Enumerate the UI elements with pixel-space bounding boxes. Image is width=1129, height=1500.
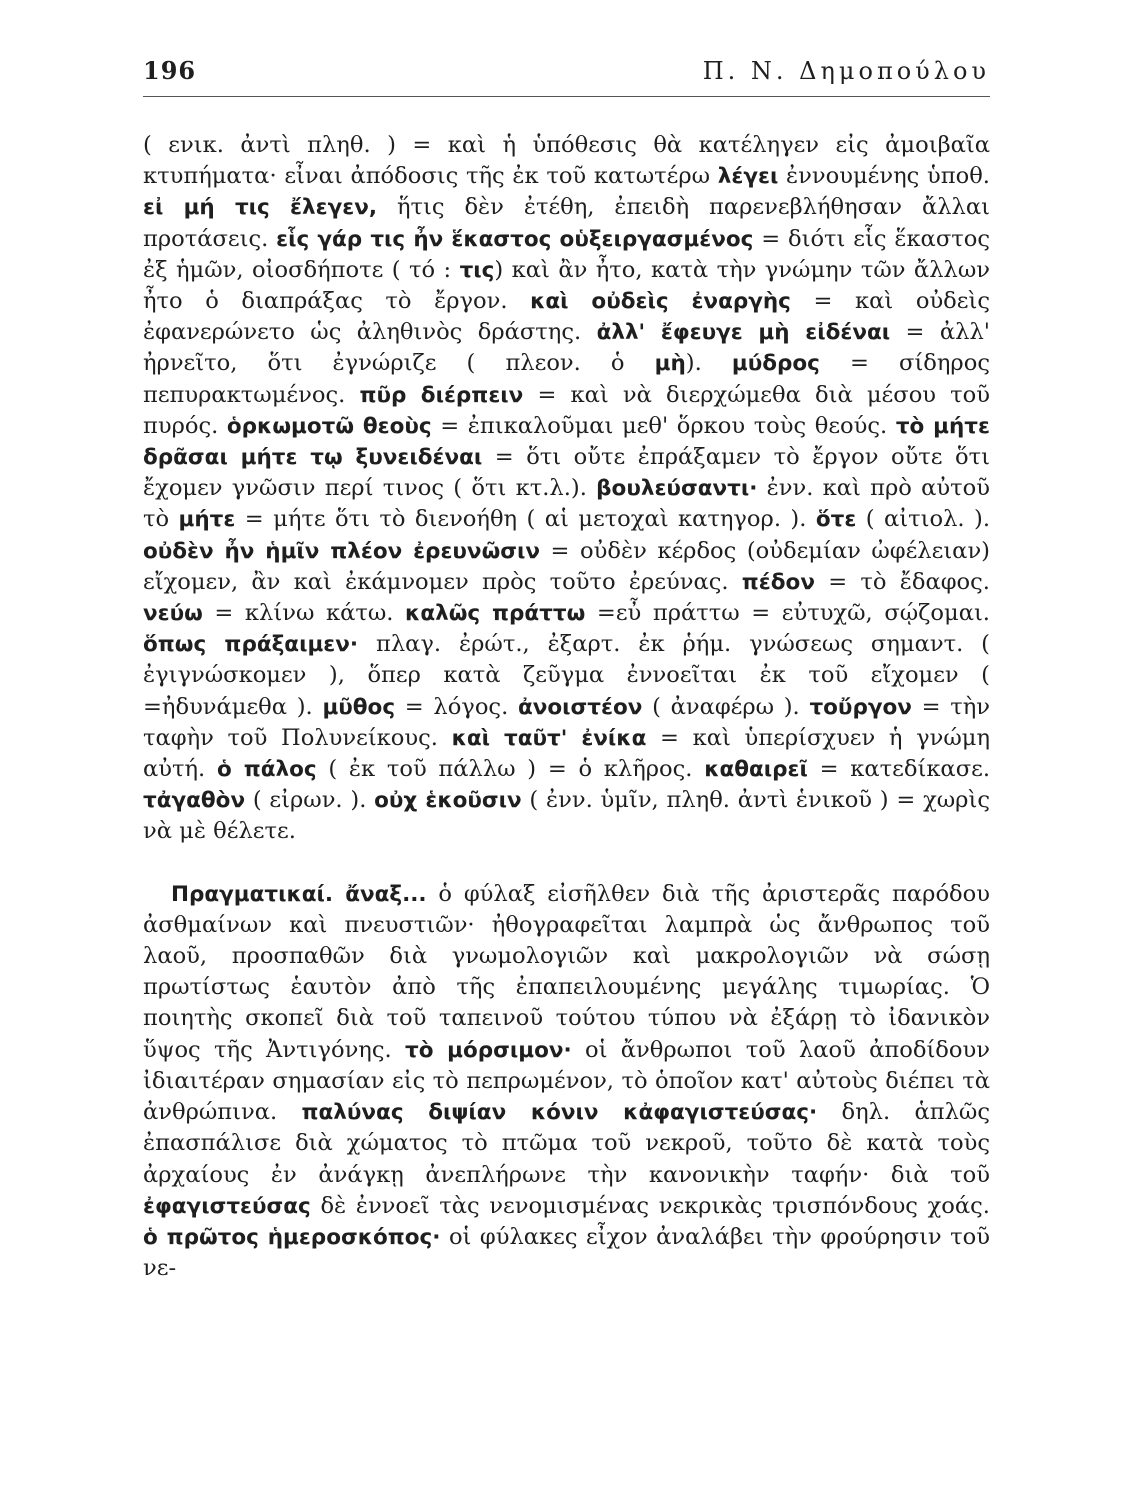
text-run: οἱ φύλακες εἶχον ἀναλάβει τὴν φρούρησιν τοῦ νε-	[143, 1223, 991, 1282]
bold-lemma: ὅτε	[815, 507, 857, 533]
bold-lemma: νεύω	[143, 601, 203, 627]
text-run: = διότι εἷς ἕκαστος ἐξ ἡμῶν, οἰοσδήποτε ( τό :	[143, 225, 990, 283]
bold-lemma: βουλεύσαντι·	[596, 476, 758, 502]
running-head: Π. Ν. Δημοπούλου	[702, 57, 990, 85]
bold-lemma: μήτε	[178, 507, 236, 533]
bold-lemma: παλύνας διψίαν κόνιν κἀφαγιστεύσας·	[301, 1100, 818, 1126]
bold-lemma: καὶ ταῦτ' ἐνίκα	[451, 725, 647, 751]
text-run: ( ἀναφέρω ).	[642, 693, 810, 720]
text-run: = καὶ νὰ διερχώμεθα διὰ μέσου τοῦ πυρός.	[143, 381, 991, 439]
bold-lemma: μὴ	[654, 351, 686, 377]
text-run: = κλίνω κάτω.	[202, 600, 406, 627]
text-run: ( ἐνν. ὑμῖν, πληθ. ἀντὶ ἑνικοῦ ) = χωρὶς νὰ μὲ θέλετε.	[143, 787, 990, 845]
bold-lemma: λέγει	[717, 164, 779, 190]
text-run: πλαγ. ἐρώτ., ἐξαρτ. ἐκ ῥήμ. γνώσεως σημαντ. ( ἐγιγνώσκομεν ), ὅπερ κατὰ ζεῦγμα ἐννοεῖται ἐκ τοῦ εἴχομεν ( =ἠδυνάμεθα ).	[143, 631, 990, 720]
bold-lemma: καὶ οὐδεὶς ἐναργὴς	[530, 289, 791, 315]
bold-lemma: καλῶς πράττω	[405, 601, 586, 627]
bold-lemma: ὁ πρῶτος ἡμεροσκόπος·	[143, 1224, 441, 1250]
bold-lemma: ἀλλ' ἔφευγε μὴ εἰδέναι	[596, 320, 891, 346]
text-run: =εὖ πράττω = εὐτυχῶ, σῴζομαι.	[585, 600, 990, 627]
header-rule	[143, 96, 990, 97]
bold-lemma: μῦθος	[322, 694, 396, 720]
text-run: = ὅτι οὔτε ἐπράξαμεν τὸ ἔργον οὔτε ὅτι ἔχομεν γνῶσιν περί τινος ( ὅτι κτ.λ.).	[143, 444, 990, 502]
text-run: ἐννουμένης ὑποθ.	[778, 163, 990, 190]
text-run: = σίδηρος πεπυρακτωμένος.	[143, 350, 990, 408]
bold-lemma: τις	[459, 257, 495, 283]
bold-lemma: τοὔργον	[809, 694, 912, 720]
bold-lemma: ἐφαγιστεύσας	[143, 1193, 311, 1219]
text-run: ).	[685, 350, 732, 377]
text-run: = μήτε ὅτι τὸ διενοήθη ( αἱ μετοχαὶ κατηγορ. ).	[235, 506, 816, 533]
text-run: = ἀλλ' ἠρνεῖτο, ὅτι ἐγνώριζε ( πλεον. ὁ	[143, 319, 990, 377]
bold-lemma: πῦρ διέρπειν	[359, 382, 524, 408]
bold-lemma: καθαιρεῖ	[704, 757, 808, 783]
text-run: ) καὶ ἂν ἦτο, κατὰ τὴν γνώμην τῶν ἄλλων ἦτο ὁ διαπράξας τὸ ἔργον.	[143, 256, 990, 315]
bold-lemma: μύδρος	[731, 351, 820, 377]
bold-lemma: τὸ μήτε δρᾶσαι μήτε τῳ ξυνειδέναι	[143, 413, 990, 471]
bold-lemma: οὐδὲν ἦν ἡμῖν πλέον ἐρευνῶσιν	[143, 538, 541, 564]
bold-lemma: εἷς γάρ τις ἦν ἕκαστος οὑξειργασμένος	[276, 226, 754, 252]
text-run: ( ἐκ τοῦ πάλλω ) = ὁ κλῆρος.	[316, 756, 705, 783]
paragraph	[143, 130, 990, 848]
text-run: ( εἰρων. ).	[245, 787, 375, 814]
text-run: ὁ φύλαξ εἰσῆλθεν διὰ τῆς ἀριστερᾶς παρόδου ἀσθμαίνων καὶ πνευστιῶν· ἠθογραφεῖται λαμπρὰ ὡς ἄνθρωπος τοῦ λαοῦ, προσπαθῶν διὰ γνωμολογιῶν καὶ μακρολογιῶν νὰ σώσῃ πρωτίστως ἑαυτὸν ἀπὸ τῆς ἐπαπειλουμένης μεγάλης τιμωρίας. Ὁ ποιητὴς σκοπεῖ διὰ τοῦ ταπεινοῦ τούτου τύπου νὰ ἐξάρῃ τὸ ἰδανικὸν ὕψος τῆς Ἀντιγόνης.	[143, 880, 990, 1063]
bold-lemma: Πραγματικαί. ἄναξ...	[171, 881, 427, 907]
bold-lemma: εἰ μή τις ἔλεγεν,	[143, 195, 378, 221]
bold-lemma: ὁρκωμοτῶ θεοὺς	[226, 413, 432, 439]
text-run: = κατεδίκασε.	[807, 756, 991, 783]
text-run: = τὸ ἔδαφος.	[814, 568, 990, 595]
bold-lemma: ὁ πάλος	[216, 757, 317, 783]
paragraph	[143, 879, 990, 1285]
text-run: δηλ. ἁπλῶς ἐπασπάλισε διὰ χώματος τὸ πτῶμα τοῦ νεκροῦ, τοῦτο δὲ κατὰ τοὺς ἀρχαίους ἐν ἀνάγκῃ ἀνεπλήρωνε τὴν κανονικὴν ταφήν· διὰ τοῦ	[143, 1099, 991, 1188]
text-run: = τὴν ταφὴν τοῦ Πολυνείκους.	[143, 693, 990, 751]
bold-lemma: οὐχ ἑκοῦσιν	[374, 788, 522, 814]
bold-lemma: τὸ μόρσιμον·	[405, 1037, 572, 1063]
bold-lemma: ἀνοιστέον	[517, 694, 643, 720]
page-number: 196	[143, 56, 197, 85]
text-run: ἐνν. καὶ πρὸ αὐτοῦ τὸ	[143, 475, 990, 533]
text-run: = καὶ ὑπερίσχυεν ἡ γνώμη αὐτή.	[143, 724, 990, 783]
bold-lemma: ὅπως πράξαιμεν·	[143, 632, 359, 658]
text-run: οἱ ἄνθρωποι τοῦ λαοῦ ἀποδίδουν ἰδιαιτέραν σημασίαν εἰς τὸ πεπρωμένον, τὸ ὁποῖον κατ' αὐτοὺς διέπει τὰ ἀνθρώπινα.	[143, 1036, 990, 1126]
text-run: = ἐπικαλοῦμαι μεθ' ὅρκου τοὺς θεούς.	[431, 412, 896, 439]
bold-lemma: πέδον	[741, 569, 815, 595]
text-run: = οὐδὲν κέρδος (οὐδεμίαν ὠφέλειαν) εἴχομεν, ἂν καὶ ἐκάμνομεν πρὸς τοῦτο ἐρεύνας.	[143, 537, 990, 595]
text-run: ἥτις δὲν ἐτέθη, ἐπειδὴ παρενεβλήθησαν ἄλλαι προτάσεις.	[143, 194, 990, 252]
text-run: = καὶ οὐδεὶς ἐφανερώνετο ὡς ἀληθινὸς δράστης.	[143, 288, 990, 346]
text-run: δὲ ἐννοεῖ τὰς νενομισμένας νεκρικὰς τρισπόνδους χοάς.	[310, 1192, 990, 1219]
page-header	[143, 56, 990, 85]
text-run: ( ενικ. ἀντὶ πληθ. ) = καὶ ἡ ὑπόθεσις θὰ κατέληγεν εἰς ἀμοιβαῖα κτυπήματα· εἶναι ἀπόδοσις τῆς ἐκ τοῦ κατωτέρω	[143, 132, 990, 190]
text-run: = λόγος.	[395, 693, 518, 720]
body-text	[143, 130, 990, 1284]
bold-lemma: τἀγαθὸν	[143, 788, 246, 814]
text-run: ( αἰτιολ. ).	[856, 506, 990, 533]
